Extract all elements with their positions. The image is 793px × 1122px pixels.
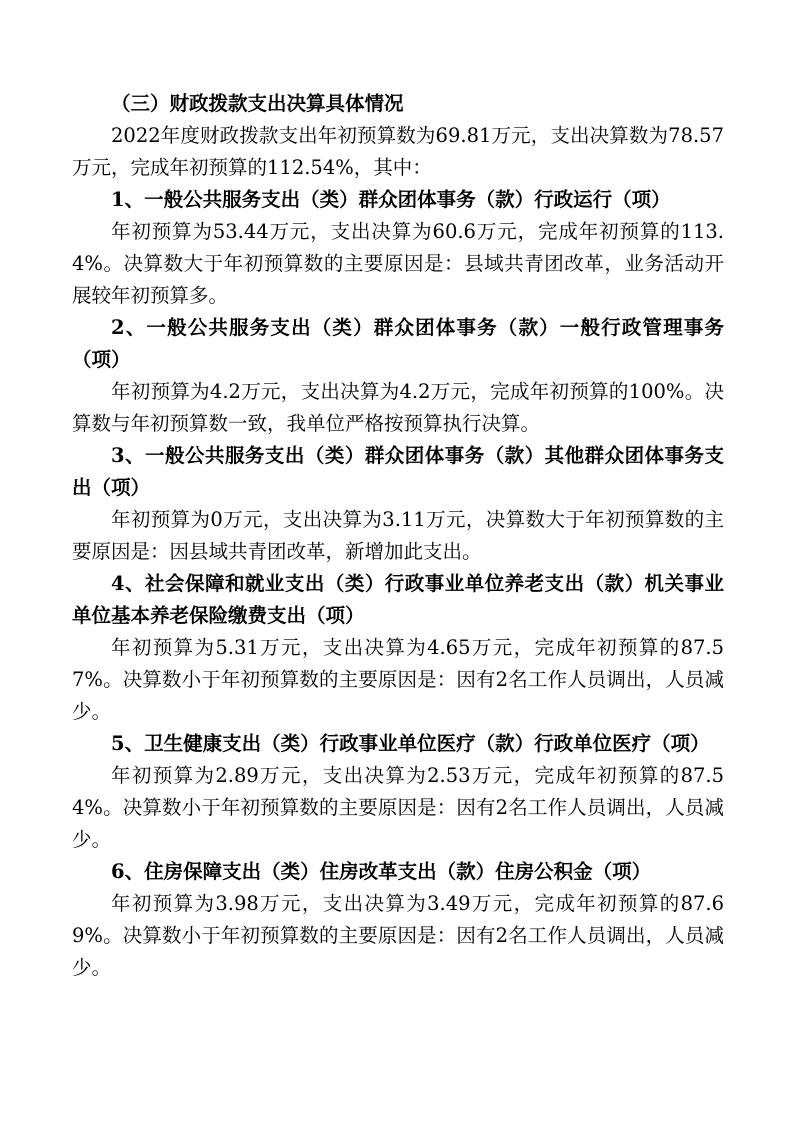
item-6-body: 年初预算为3.98万元，支出决算为3.49万元，完成年初预算的87.69%。决算数小于年初预算数的主要原因是：因有2名工作人员调出，人员减少。 xyxy=(72,892,724,979)
item-2-heading: 2、一般公共服务支出（类）群众团体事务（款）一般行政管理事务（项） xyxy=(72,316,724,371)
item-5-body: 年初预算为2.89万元，支出决算为2.53万元，完成年初预算的87.54%。决算数小于年初预算数的主要原因是：因有2名工作人员调出，人员减少。 xyxy=(72,764,724,851)
section-title: （三）财政拨款支出决算具体情况 xyxy=(111,92,404,115)
item-1-heading: 1、一般公共服务支出（类）群众团体事务（款）行政运行（项） xyxy=(111,188,671,211)
item-3-body: 年初预算为0万元，支出决算为3.11万元，决算数大于年初预算数的主要原因是：因县域共青团改革，新增加此支出。 xyxy=(72,508,724,563)
item-1-body: 年初预算为53.44万元，支出决算为60.6万元，完成年初预算的113.4%。决算数大于年初预算数的主要原因是：县域共青团改革，业务活动开展较年初预算多。 xyxy=(72,220,724,307)
item-6-heading: 6、住房保障支出（类）住房改革支出（款）住房公积金（项） xyxy=(111,860,652,883)
item-3-heading: 3、一般公共服务支出（类）群众团体事务（款）其他群众团体事务支出（项） xyxy=(72,444,724,499)
intro-paragraph: 2022年度财政拨款支出年初预算数为69.81万元，支出决算数为78.57万元，完成年初预算的112.54%，其中： xyxy=(72,124,724,179)
item-4-heading: 4、社会保障和就业支出（类）行政事业单位养老支出（款）机关事业单位基本养老保险缴费支出（项） xyxy=(72,572,724,627)
document-body xyxy=(72,88,724,984)
item-5-heading: 5、卫生健康支出（类）行政事业单位医疗（款）行政单位医疗（项） xyxy=(111,732,710,755)
item-2-body: 年初预算为4.2万元，支出决算为4.2万元，完成年初预算的100%。决算数与年初预算数一致，我单位严格按预算执行决算。 xyxy=(72,380,724,435)
item-4-body: 年初预算为5.31万元，支出决算为4.65万元，完成年初预算的87.57%。决算数小于年初预算数的主要原因是：因有2名工作人员调出，人员减少。 xyxy=(72,636,724,723)
